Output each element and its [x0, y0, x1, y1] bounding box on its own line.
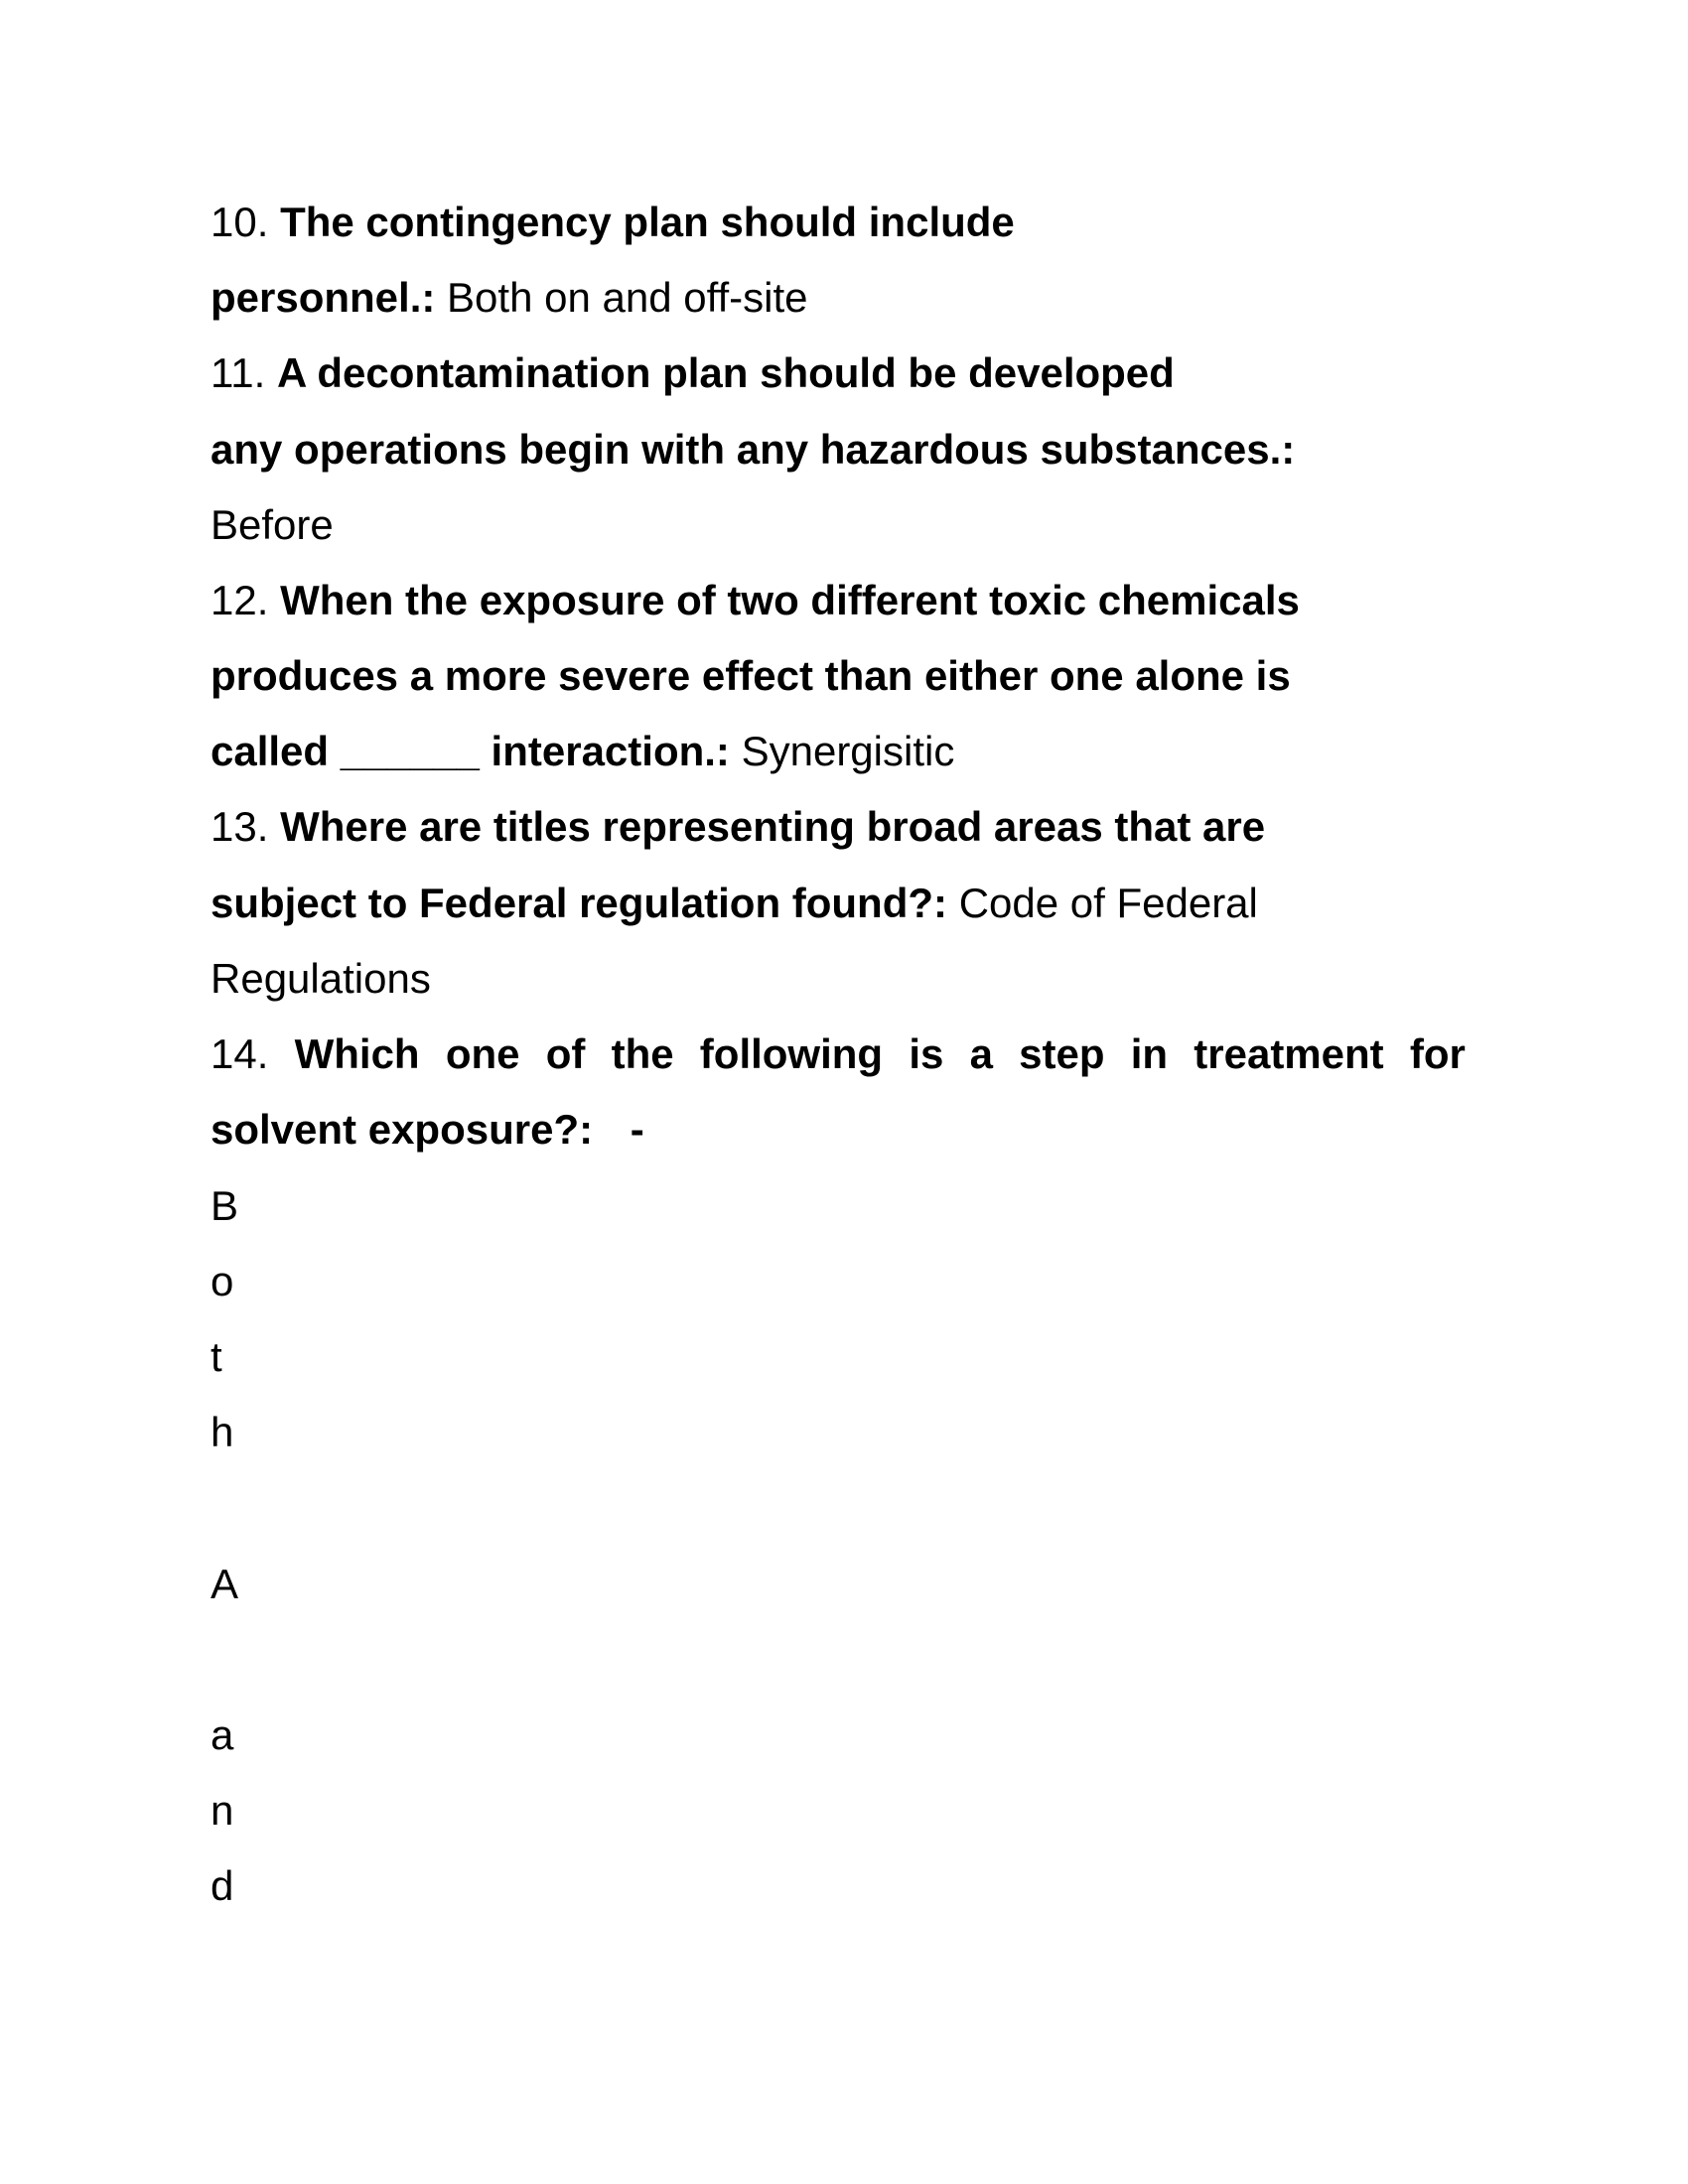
q14-line-1 — [211, 1028, 1466, 1080]
q10-question-a: The contingency plan should include — [280, 199, 1015, 245]
q13-line-1 — [211, 801, 1265, 853]
q11-line-1 — [211, 347, 1175, 399]
q14-answer-char: a — [211, 1711, 234, 1758]
q13-number: 13. — [211, 803, 269, 850]
q14-answer-char: n — [211, 1787, 234, 1834]
q14-answer-char: o — [211, 1258, 234, 1304]
q10-line-2 — [211, 272, 808, 324]
q11-question-b: any operations begin with any hazardous substances.: — [211, 426, 1296, 473]
q14-word: following — [699, 1030, 884, 1077]
q14-word: in — [1130, 1030, 1169, 1077]
q10-answer: Both on and off-site — [447, 274, 808, 321]
q13-answer-b: Regulations — [211, 955, 431, 1002]
q14-answer-char: h — [211, 1409, 234, 1455]
q11-number: 11. — [211, 349, 266, 396]
q13-answer-a: Code of Federal — [958, 880, 1258, 926]
q10-question-b: personnel.: — [211, 274, 436, 321]
q12-line-1 — [211, 575, 1300, 626]
q14-word: one — [445, 1030, 520, 1077]
q13-question-b: subject to Federal regulation found?: — [211, 880, 948, 926]
q12-line-3 — [211, 726, 954, 777]
q12-question-c: called ______ interaction.: — [211, 728, 730, 774]
q12-number: 12. — [211, 577, 269, 623]
q11-question-a: A decontamination plan should be developed — [276, 349, 1175, 396]
q14-word: a — [969, 1030, 993, 1077]
q12-answer: Synergisitic — [741, 728, 955, 774]
q14-word: the — [611, 1030, 674, 1077]
q14-word: for — [1409, 1030, 1466, 1077]
q14-word: of — [545, 1030, 586, 1077]
q14-answer-char: t — [211, 1333, 222, 1380]
q14-word: treatment — [1194, 1030, 1384, 1077]
q14-word: Which — [294, 1030, 420, 1077]
q10-number: 10. — [211, 199, 269, 245]
q14-answer-char: A — [211, 1561, 239, 1607]
q14-line-2 — [211, 1104, 644, 1156]
q12-question-a: When the exposure of two different toxic chemicals — [280, 577, 1300, 623]
q12-line-2 — [211, 650, 1291, 702]
q12-question-b: produces a more severe effect than either one alone is — [211, 652, 1291, 699]
q13-question-a: Where are titles representing broad areas that are — [280, 803, 1266, 850]
q14-number: 14. — [211, 1030, 269, 1077]
q14-dash: - — [630, 1106, 644, 1153]
q14-answer-char: B — [211, 1182, 239, 1229]
q11-line-3 — [211, 499, 334, 551]
q14-question-b: solvent exposure?: — [211, 1106, 594, 1153]
q11-answer: Before — [211, 501, 334, 548]
q14-word: is — [909, 1030, 944, 1077]
q14-word: step — [1019, 1030, 1105, 1077]
q14-answer-char: d — [211, 1862, 234, 1909]
q13-line-2 — [211, 878, 1258, 929]
q13-line-3 — [211, 953, 431, 1005]
q11-line-2 — [211, 424, 1295, 476]
q10-line-1 — [211, 197, 1015, 248]
